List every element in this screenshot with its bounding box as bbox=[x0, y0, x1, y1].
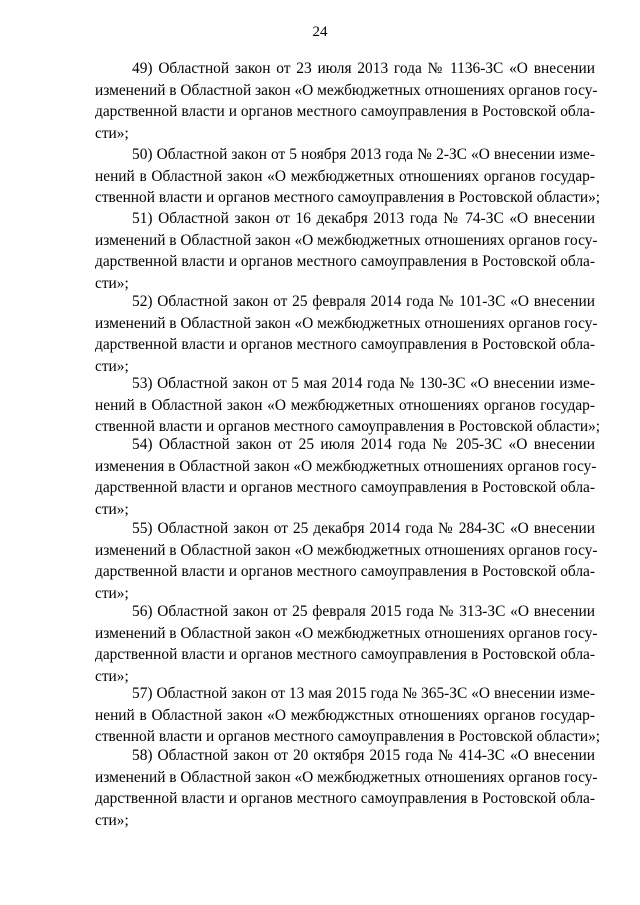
item-line: изменений в Областной закон «О межбюджетных отношениях органов госу- bbox=[95, 231, 598, 249]
item-line: дарственной власти и органов местного самоуправления в Ростовской обла- bbox=[95, 563, 595, 580]
item-line: дарственной власти и органов местного самоуправления в Ростовской обла- bbox=[95, 253, 595, 270]
list-item-56 bbox=[95, 601, 598, 687]
item-line: сти»; bbox=[95, 811, 129, 829]
item-line: дарственной власти и органов местного самоуправления в Ростовской обла- bbox=[95, 479, 595, 496]
item-line: сти»; bbox=[95, 124, 129, 142]
item-line: ственной власти и органов местного самоуправления в Ростовской области»; bbox=[95, 418, 601, 435]
item-line: 54) Областной закон от 25 июля 2014 года № 205-ЗС «О внесении bbox=[132, 436, 595, 453]
item-line: сти»; bbox=[95, 584, 129, 602]
item-line: сти»; bbox=[95, 667, 129, 685]
list-item-51 bbox=[95, 208, 598, 294]
list-item-49 bbox=[95, 58, 598, 144]
item-line: сти»; bbox=[95, 274, 129, 292]
list-item-53 bbox=[95, 373, 601, 438]
item-line: сти»; bbox=[95, 500, 129, 518]
list-item-54 bbox=[95, 434, 595, 520]
item-line: 55) Областной закон от 25 декабря 2014 года № 284-ЗС «О внесении bbox=[132, 520, 595, 537]
item-line: изменений в Областной закон «О межбюджетных отношениях органов госу- bbox=[95, 768, 598, 786]
item-line: 51) Областной закон от 16 декабря 2013 года № 74-ЗС «О внесении bbox=[132, 210, 595, 227]
item-line: нений в Областной закон «О межбюджетных отношениях органов государ- bbox=[95, 167, 595, 185]
item-line: 57) Областной закон от 13 мая 2015 года № 365-ЗС «О внесении изме- bbox=[132, 685, 595, 702]
item-line: изменений в Областной закон «О межбюджетных отношениях органов госу- bbox=[95, 541, 598, 559]
item-line: изменений в Областной закон «О межбюджетных отношениях органов госу- bbox=[95, 624, 598, 642]
item-line: 50) Областной закон от 5 ноября 2013 года № 2-ЗС «О внесении изме- bbox=[132, 146, 595, 163]
item-line: дарственной власти и органов местного самоуправления в Ростовской обла- bbox=[95, 790, 595, 807]
item-line: изменения в Областной закон «О межбюджетных отношениях органов госу- bbox=[95, 457, 597, 475]
item-line: изменений в Областной закон «О межбюджетных отношениях органов госу- bbox=[95, 314, 598, 332]
item-line: ственной власти и органов местного самоуправления в Ростовской области»; bbox=[95, 189, 601, 206]
list-item-52 bbox=[95, 291, 598, 377]
list-item-55 bbox=[95, 518, 598, 604]
item-line: 56) Областной закон от 25 февраля 2015 года № 313-ЗС «О внесении bbox=[132, 603, 595, 620]
item-line: дарственной власти и органов местного самоуправления в Ростовской обла- bbox=[95, 336, 595, 353]
item-line: дарственной власти и органов местного самоуправления в Ростовской обла- bbox=[95, 103, 595, 120]
list-item-50 bbox=[95, 144, 601, 209]
list-item-58 bbox=[95, 745, 598, 831]
item-line: 58) Областной закон от 20 октября 2015 года № 414-ЗС «О внесении bbox=[132, 747, 595, 764]
page-number: 24 bbox=[312, 24, 328, 40]
list-item-57 bbox=[95, 683, 601, 748]
item-line: 53) Областной закон от 5 мая 2014 года № 130-ЗС «О внесении изме- bbox=[132, 375, 595, 392]
item-line: нений в Областной закон «О межбюджстных отношениях органов государ- bbox=[95, 706, 595, 724]
item-line: нений в Областной закон «О межбюджетных отношениях органов государ- bbox=[95, 396, 595, 414]
item-line: сти»; bbox=[95, 357, 129, 375]
item-line: 49) Областной закон от 23 июля 2013 года № 1136-ЗС «О внесении bbox=[132, 60, 595, 77]
item-line: 52) Областной закон от 25 февраля 2014 года № 101-ЗС «О внесении bbox=[132, 293, 595, 310]
item-line: ственной власти и органов местного самоуправления в Ростовской области»; bbox=[95, 728, 601, 745]
item-line: дарственной власти и органов местного самоуправления в Ростовской обла- bbox=[95, 646, 595, 663]
item-line: изменений в Областной закон «О межбюджетных отношениях органов госу- bbox=[95, 81, 598, 99]
